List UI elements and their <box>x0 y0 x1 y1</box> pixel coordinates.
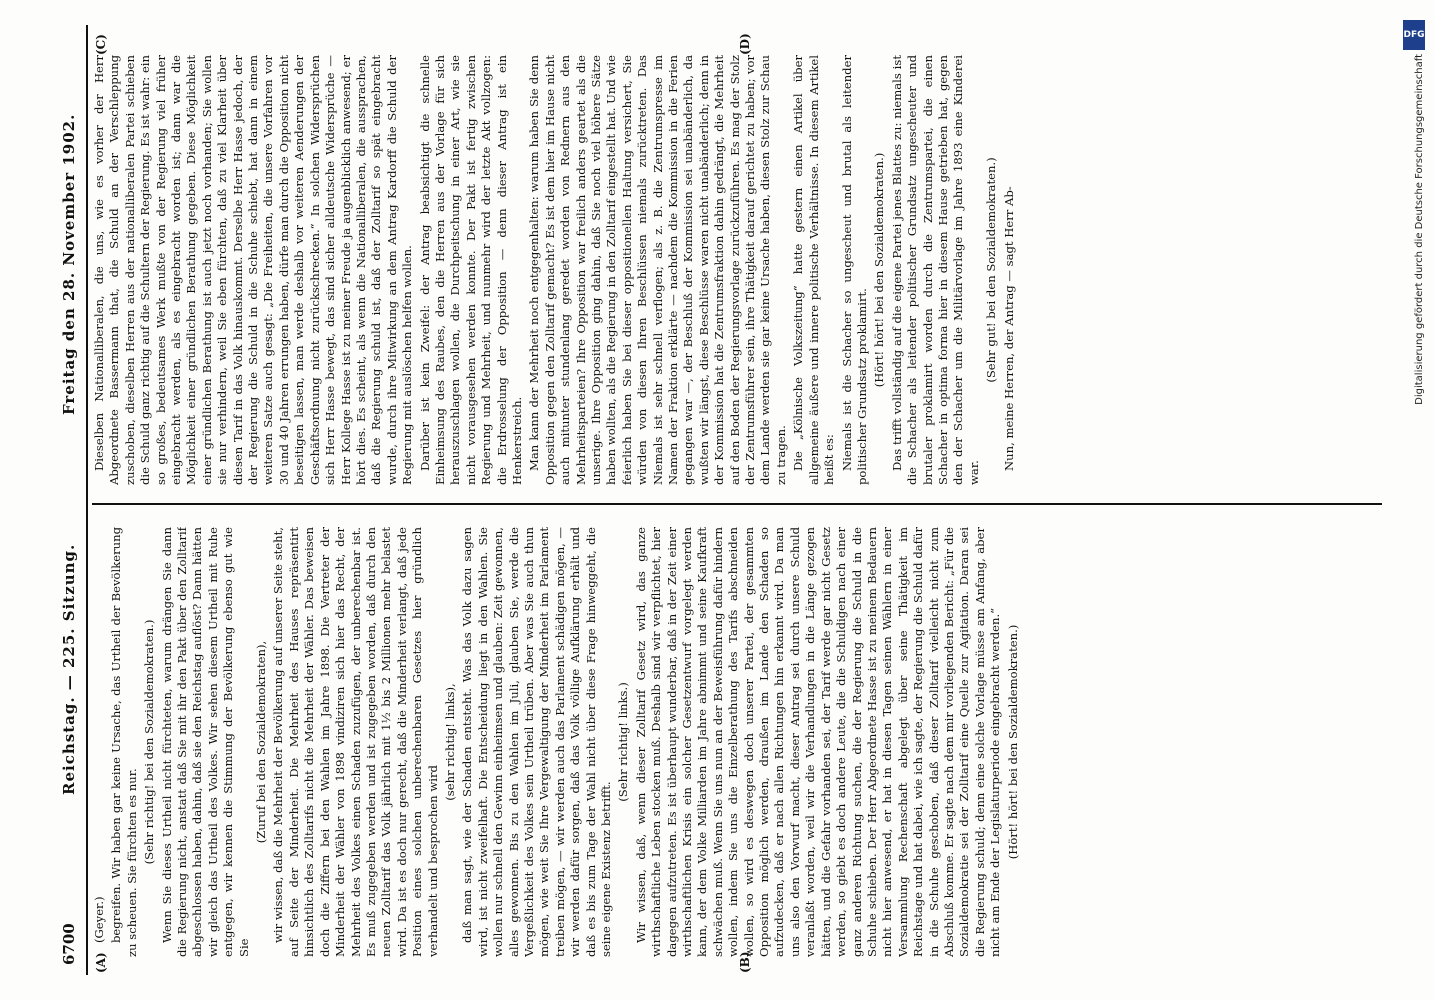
paragraph: Wir wissen, daß, wenn dieser Zolltarif Gesetz wird, das ganze wirthschaftliche Leben stocken muß. Deshalb sind wir verpflichtet, hier dagegen aufzutreten. Es ist überhaupt wunderbar, daß in der Zeit einer wirthschaftlichen Krisis ein solcher Gesetzentwurf vorgelegt werden kann, der dem Volke Milliarden im Jahre abnimmt und seine Kaufkraft schwächen muß. Wenn Sie uns nun an der Beweisführung dafür hindern wollen, indem Sie uns die Einzelberathung des Tarifs abschneiden wollen, so wird es deswegen doch unserer Partei, der gesammten Opposition möglich werden, draußen im Lande den Schaden so aufzudecken, daß er nach allen Richtungen hin erkannt wird. Da man uns also den Vorwurf macht, dieser Antrag sei durch unsere Schuld veranlaßt worden, weil wir die Verhandlungen in die Länge gezogen hätten, und die Gefahr vorhanden sei, der Tarif werde gar nicht Gesetz werden, so giebt es doch andere Leute, die die Schuldigen nach einer ganz anderen Richtung suchen, die der Regierung die Schuld in die Schuhe schieben. Der Herr Abgeordnete Hasse ist zu meinem Bedauern nicht hier anwesend, er hat in diesen Tagen seinen Wählern in einer Versammlung Rechenschaft abgelegt über seine Thätigkeit im Reichstage und hat dabei, wie ich sagte, der Regierung die Schuld dafür in die Schuhe geschoben, daß dieser Zolltarif vielleicht nicht zum Abschluß komme. Er sagte nach dem mir vorliegenden Bericht: „Für die Sozialdemokratie sei der Zolltarif eine Quelle zur Agitation. Daran sei die Regierung schuld; denn eine solche Vorlage müsse am Anfang, aber nicht am Ende der Legislaturperiode eingebracht werden.“ <box>633 527 1003 957</box>
newspaper-page <box>50 25 1390 975</box>
credit-text: Digitalisierung gefördert durch die Deutsche Forschungsgemeinschaft <box>1414 54 1425 405</box>
paragraph: Wenn Sie dieses Urtheil nicht fürchteten, warum drängen Sie dann die Regierung nicht, anstatt daß Sie mit ihr den Pakt über den Zolltarif abgeschlossen haben, dahin, daß sie den Reichstag auflöst? Dann hätten wir gleich das Urtheil des Volkes. Wir sehen diesem Urtheil mit Ruhe entgegen, wir kennen die Stimmung der Bevölkerung ebenso gut wie Sie <box>159 527 251 957</box>
interjection: (Sehr gut! bei den Sozialdemokraten.) <box>984 157 999 383</box>
margin-marker-b: (B) <box>738 951 752 973</box>
paragraph: Die „Kölnische Volkszeitung“ hatte gestern einen Artikel über allgemeine äußere und innere politische Verhältnisse. In diesem Artikel heißt es: <box>791 55 837 485</box>
interjection: (Sehr richtig! bei den Sozialdemokraten.) <box>142 619 157 865</box>
right-column <box>92 55 1382 485</box>
session-date: Freitag den 28. November 1902. <box>60 113 78 415</box>
paragraph: wir wissen, daß die Mehrheit der Bevölkerung auf unserer Seite steht, auf Seite der Minderheit. Die Mehrheit des Hauses repräsentirt hinsichtlich des Zolltarifs nicht die Mehrheit der Wähler. Das beweisen doch die Ziffern bei den Wahlen im Jahre 1898. Die Vertreter der Minderheit der Wähler von 1898 vindiziren sich hier das Recht, der Mehrheit des Volkes einen Schaden zuzufügen, der unberechenbar ist. Es muß zugegeben werden und ist zugegeben worden, daß durch den neuen Zolltarif das Volk jährlich mit 1½ bis 2 Millionen mehr belastet wird. Da ist es doch nur gerecht, daß die Minderheit verlangt, daß jede Position eines solchen unberechenbaren Gesetzes hier gründlich verhandelt und besprochen wird <box>271 527 440 957</box>
paragraph: Dieselben Nationalliberalen, die uns, wie es vorher der Herr Abgeordnete Bassermann that, die Schuld an der Verschleppung zuschoben, dieselben Herren aus der nationalliberalen Partei schieben die Schuld ganz richtig auf die Schultern der Regierung. Es ist wahr: ein so großes, bedeutsames Werk mußte von der Regierung viel früher eingebracht werden, als es eingebracht worden ist; dann war die Möglichkeit einer gründlichen Berathung gegeben. Diese Möglichkeit einer gründlichen Berathung ist auch jetzt noch vorhanden; Sie wollen sie nur verhindern, weil Sie eben fürchten, daß zu viel Klarheit über diesen Tarif in das Volk hinauskommt. Derselbe Herr Hasse jedoch, der der Regierung die Schuld in die Schuhe schiebt, hat dann in einem weiteren Satze auch gesagt: „Die Freiheiten, die unsere Vorfahren vor 30 und 40 Jahren errungen haben, dürfe man durch die Opposition nicht beseitigen lassen, man werde deshalb vor weiteren Aenderungen der Geschäftsordnung nicht zurückschrecken.“ In solchen Widersprüchen sich Herr Hasse bewegt, das sind sicher alldeutsche Widersprüche — Herr Kollege Hasse ist zu meiner Freude ja augenblicklich anwesend; er hört dies. Es scheint, als wenn die Nationalliberalen, die aussprachen, daß die Regierung schuld ist, daß der Zolltarif so spät eingebracht wurde, durch ihre Mitwirkung an dem Antrag Kardorff die Schuld der Regierung mit auslöschen helfen wollen. <box>92 55 415 485</box>
interjection: (sehr richtig! links), <box>442 683 457 801</box>
digitization-credit <box>1400 14 1430 994</box>
page-number: 6700 <box>60 923 78 965</box>
interjection: (Zuruf bei den Sozialdemokraten), <box>254 640 269 844</box>
page-header <box>50 25 88 975</box>
margin-marker-a: (A) <box>94 952 108 973</box>
paragraph: Niemals ist die Schacher so ungescheut und brutal als leitender politischer Grundsatz proklamirt. <box>839 55 869 485</box>
dfg-logo-icon: DFG <box>1403 20 1425 50</box>
interjection: (Hört! hört! bei den Sozialdemokraten.) <box>1005 624 1020 860</box>
margin-marker-c: (C) <box>94 34 108 55</box>
paragraph: Man kann der Mehrheit noch entgegenhalten: warum haben Sie denn Opposition gegen den Zolltarif gemacht? Es ist dem hier im Hause nicht auch mitunter stundenlang geredet worden von Rednern aus den Mehrheitsparteien? Ihre Opposition war freilich anders geartet als die unserige. Ihre Opposition ging dahin, daß Sie noch viel höhere Sätze haben wollten, als die Regierung in den Zolltarif eingestellt hat. Und wie feierlich haben Sie bei dieser oppositionellen Haltung versichert, Sie würden von diesen Ihren Beschlüssen niemals zurücktreten. Das Niemals ist sehr schnell verflogen; als z. B. die Zentrumspresse im Namen der Fraktion erklärte — nachdem die Kommission in die Ferien gegangen war —, der Beschluß der Kommission sei unabänderlich, da wußten wir längst, diese Beschlüsse waren nicht unabänderlich; denn in der Kommission hat die Zentrumsfraktion dahin gedrängt, die Mehrheit auf den Boden der Regierungsvorlage zurückzuführen. Es mag der Stolz der Zentrumsführer sein, ihre Thätigkeit darauf gerichtet zu haben; vor dem Lande werden sie gar keine Ursache haben, diesen Stolz zur Schau zu tragen. <box>527 55 788 485</box>
paragraph: daß man sagt, wie der Schaden entsteht. Was das Volk dazu sagen wird, ist nicht zweifelhaft. Die Entscheidung liegt in den Wahlen. Sie wollen nur schnell den Gewinn einheimsen und glauben: Zeit gewonnen, alles gewonnen. Bis zu den Wahlen im Juli, glauben Sie, werde die Vergeßlichkeit des Volkes sein Urtheil trüben. Aber was Sie auch thun mögen, wie weit Sie Ihre Vergewaltigung der Minderheit im Parlament treiben mögen, — wir werden auch das Parlament schädigen mögen, — wir werden dafür sorgen, daß das Volk völlige Aufklärung erhält und daß es bis zum Tage der Wahl nicht über diese Frage hinweggeht, die seine eigene Existenz betrifft. <box>460 527 613 957</box>
interjection: (Sehr richtig! links.) <box>616 682 631 802</box>
paragraph: Nun, meine Herren, der Antrag — sagt Herr Ab- <box>1001 186 1016 471</box>
paragraph: Darüber ist kein Zweifel: der Antrag beabsichtigt die schnelle Einheimsung des Raubes, den die Herren aus der Vorlage für sich herauszuschlagen wollen, die Durchpeitschung in einer Art, wie sie nicht vorausgesehen werden konnte. Der Pakt ist fertig zwischen Regierung und Mehrheit, und nunmehr wird der letzte Akt vollzogen: die Erdrosselung der Opposition — denn dieser Antrag ist ein Henkerstreich. <box>417 55 524 485</box>
paragraph: Das trifft vollständig auf die eigene Partei jenes Blattes zu: niemals ist die Schacher als leitender politischer Grundsatz ungescheuter und brutaler proklamirt worden durch die Zentrumspartei, die einen Schacher in optima forma hier in diesem Hause getrieben hat, gegen den der Schacher um die Militärvorlage im Jahre 1893 eine Kinderei war. <box>889 55 981 485</box>
interjection: (Hört! hört! bei den Sozialdemokraten.) <box>872 152 887 388</box>
paragraph: (Geyer.) <box>92 896 106 943</box>
column-divider <box>92 503 1382 505</box>
paragraph: begreifen. Wir haben gar keine Ursache, das Urtheil der Bevölkerung zu scheuen. Sie fürchten es nur. <box>109 527 139 957</box>
session-title: Reichstag. — 225. Sitzung. <box>60 543 78 795</box>
left-column <box>92 527 1382 957</box>
margin-marker-d: (D) <box>738 33 752 55</box>
